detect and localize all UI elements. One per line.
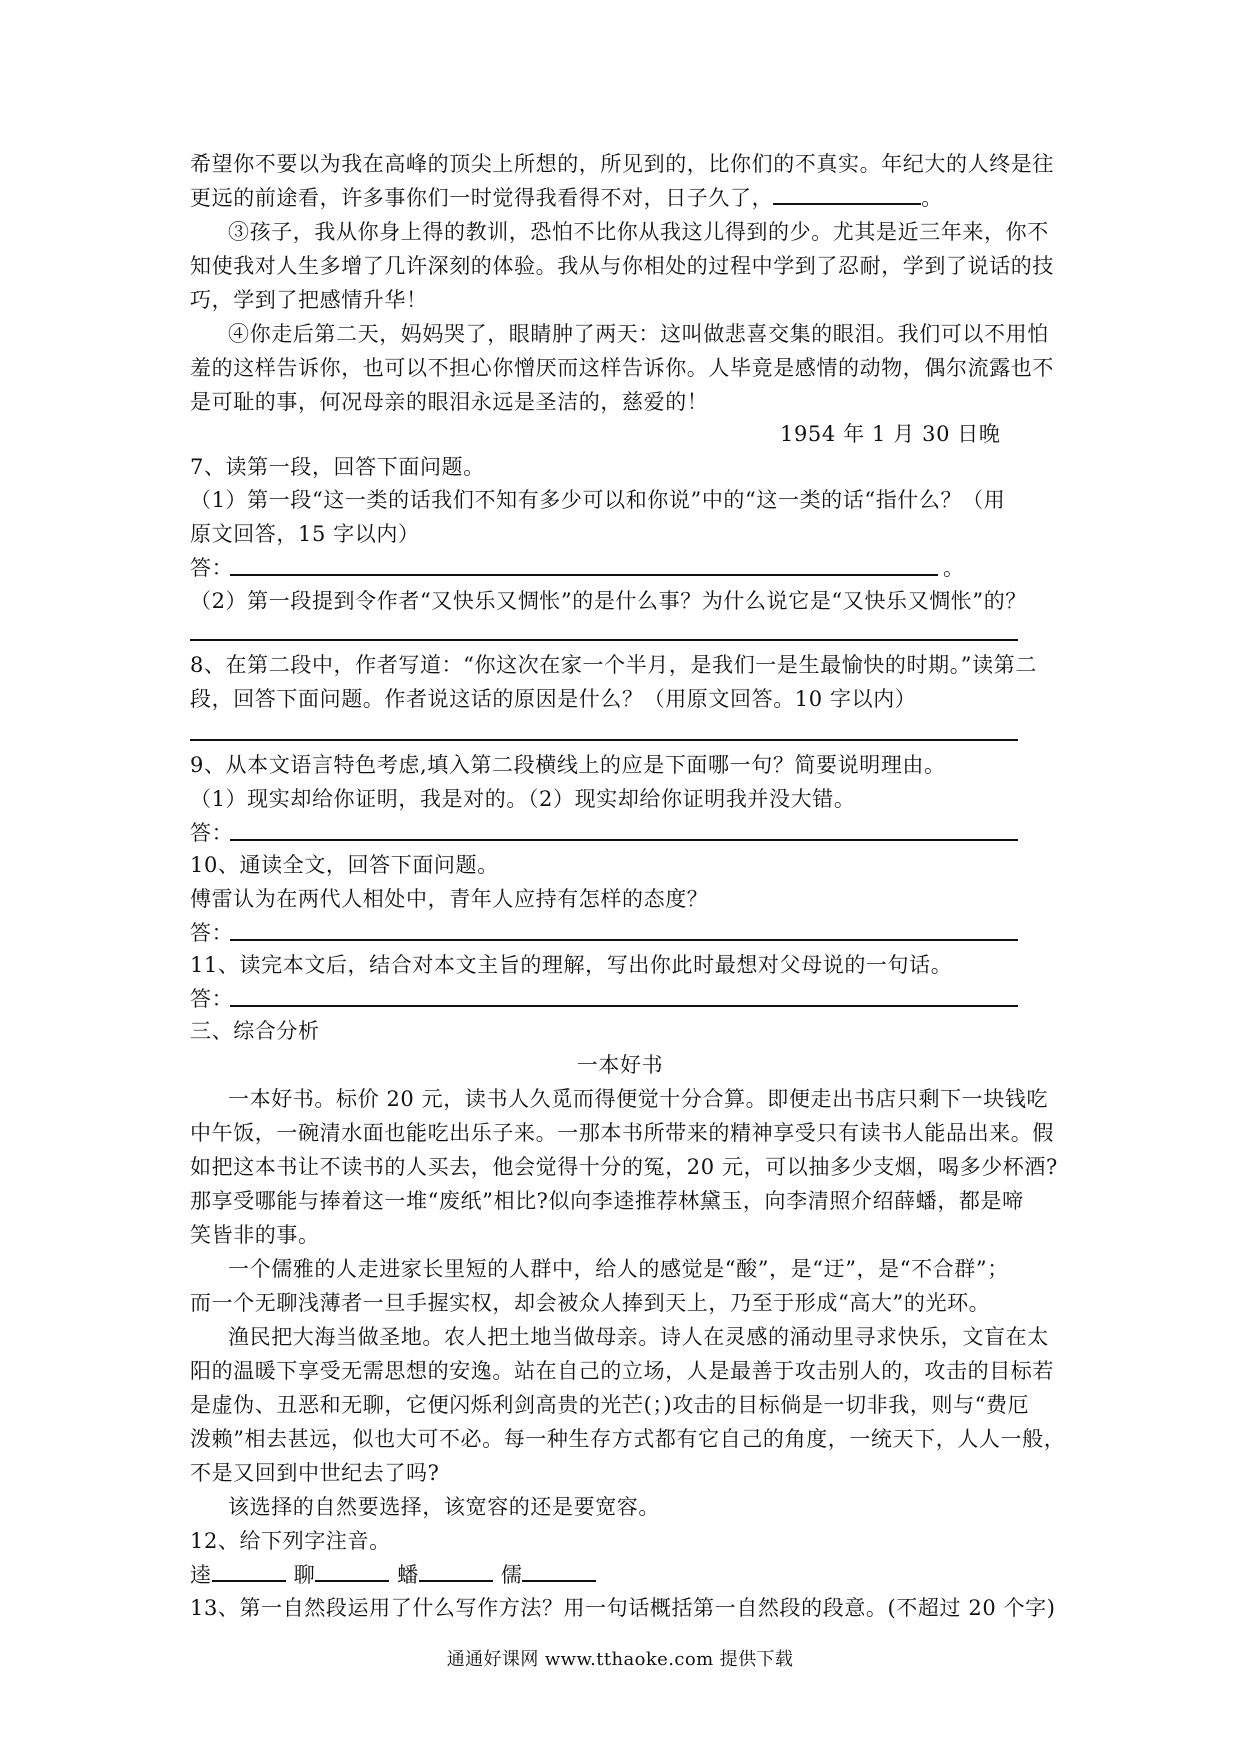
answer-line[interactable] (230, 839, 1018, 841)
pinyin-char: 逵 (190, 1563, 212, 1587)
page-footer: 通通好课网 www.tthaoke.com 提供下载 (446, 1649, 794, 1670)
fill-blank[interactable] (773, 185, 921, 205)
answer-label: 答： (190, 821, 234, 845)
pinyin-char: 蟠 (397, 1563, 419, 1587)
passage-line: 巧，学到了把感情升华！ (190, 288, 428, 312)
question-13: 13、第一自然段运用了什么写作方法？用一句话概括第一自然段的段意。(不超过 20 个字) (190, 1596, 1056, 1620)
passage-line: 知使我对人生多增了几许深刻的体验。我从与你相处的过程中学到了忍耐，学到了说话的技 (190, 254, 1054, 278)
answer-line[interactable] (190, 639, 1018, 641)
question-9: 9、从本文语言特色考虑,填入第二段横线上的应是下面哪一句？简要说明理由。 (190, 753, 946, 777)
question-10: 10、通读全文，回答下面问题。 (190, 853, 499, 877)
answer-line[interactable] (190, 739, 1018, 741)
answer-label: 答： (190, 556, 234, 580)
answer-label: 答： (190, 987, 234, 1011)
pinyin-blank[interactable] (315, 1562, 389, 1582)
section-heading: 三、综合分析 (190, 1019, 320, 1043)
question-9-options: （1）现实却给你证明，我是对的。（2）现实却给你证明我并没大错。 (190, 787, 856, 811)
letter-date: 1954 年 1 月 30 日晚 (780, 422, 1001, 446)
pinyin-char: 儒 (500, 1563, 523, 1587)
article-line: 泼赖”相去甚远，似也大可不必。每一种生存方式都有它自己的角度，一统天下，人人一般， (190, 1427, 1066, 1451)
article-line: 阳的温暖下享受无需思想的安逸。站在自己的立场，人是最善于攻击别人的，攻击的目标若 (190, 1359, 1054, 1383)
article-title: 一本好书 (576, 1053, 664, 1077)
passage-line: ③孩子，我从你身上得的教训，恐怕不比你从我这儿得到的少。尤其是近三年来，你不 (228, 220, 1049, 244)
pinyin-blank[interactable] (212, 1562, 286, 1582)
question-7-1-cont: 原文回答，15 字以内） (190, 522, 420, 546)
article-line: 如把这本书让不读书的人买去，他会觉得十分的冤，20 元，可以抽多少支烟，喝多少杯酒? (190, 1155, 1058, 1179)
answer-label: 答： (190, 921, 234, 945)
question-8: 8、在第二段中，作者写道：“你这次在家一个半月，是我们一是生最愉快的时期。”读第二 (190, 653, 1037, 677)
article-line: 笑皆非的事。 (190, 1223, 320, 1247)
question-7: 7、读第一段，回答下面问题。 (190, 455, 485, 479)
answer-line[interactable] (230, 1005, 1018, 1007)
article-line: 不是又回到中世纪去了吗? (190, 1461, 440, 1485)
passage-line-with-blank (190, 184, 1070, 212)
article-line: 而一个无聊浅薄者一旦手握实权，却会被众人捧到天上，乃至于形成“高大”的光环。 (190, 1291, 991, 1315)
pinyin-blank[interactable] (522, 1562, 596, 1582)
article-line: 中午饭，一碗清水面也能吃出乐子来。一那本书所带来的精神享受只有读书人能品出来。假 (190, 1121, 1054, 1145)
question-10-sub: 傅雷认为在两代人相处中，青年人应持有怎样的态度？ (190, 887, 709, 911)
article-line: 渔民把大海当做圣地。农人把土地当做母亲。诗人在灵感的涌动里寻求快乐，文盲在太 (228, 1325, 1049, 1349)
article-line: 是虚伪、丑恶和无聊，它便闪烁利剑高贵的光芒(；)攻击的目标倘是一切非我，则与“费厄 (190, 1393, 1030, 1417)
question-7-1: （1）第一段“这一类的话我们不知有多少可以和你说”中的“这一类的话“指什么？（用 (190, 488, 1006, 512)
passage-line: 羞的这样告诉你，也可以不担心你憎厌而这样告诉你。人毕竟是感情的动物，偶尔流露也不 (190, 356, 1054, 380)
question-11: 11、读完本文后，结合对本文主旨的理解，写出你此时最想对父母说的一句话。 (190, 953, 953, 977)
answer-line[interactable] (230, 939, 1018, 941)
pinyin-char: 聊 (293, 1563, 316, 1587)
passage-line: 希望你不要以为我在高峰的顶尖上所想的，所见到的，比你们的不真实。年纪大的人终是往 (190, 152, 1054, 176)
answer-end-mark: 。 (943, 556, 965, 580)
question-7-2: （2）第一段提到令作者“又快乐又惆怅”的是什么事？为什么说它是“又快乐又惆怅”的？ (190, 589, 1027, 613)
pinyin-row (190, 1561, 1070, 1589)
passage-text: 。 (921, 186, 943, 210)
answer-line[interactable] (230, 574, 938, 576)
pinyin-blank[interactable] (419, 1562, 493, 1582)
article-line: 该选择的自然要选择，该宽容的还是要宽容。 (228, 1495, 660, 1519)
question-12: 12、给下列字注音。 (190, 1529, 391, 1553)
passage-text: 更远的前途看，许多事你们一时觉得我看得不对，日子久了， (190, 186, 774, 210)
article-line: 一本好书。标价 20 元，读书人久觅而得便觉十分合算。即便走出书店只剩下一块钱吃 (228, 1087, 1049, 1111)
passage-line: 是可耻的事，何况母亲的眼泪永远是圣洁的，慈爱的！ (190, 390, 709, 414)
article-line: 一个儒雅的人走进家长里短的人群中，给人的感觉是“酸”，是“迂”，是“不合群”； (228, 1257, 1009, 1281)
article-line: 那享受哪能与捧着这一堆“废纸”相比?似向李逵推荐林黛玉，向李清照介绍薛蟠，都是啼 (190, 1189, 1024, 1213)
question-8-cont: 段，回答下面问题。作者说这话的原因是什么？（用原文回答。10 字以内） (190, 687, 917, 711)
passage-line: ④你走后第二天，妈妈哭了，眼睛肿了两天：这叫做悲喜交集的眼泪。我们可以不用怕 (228, 322, 1049, 346)
